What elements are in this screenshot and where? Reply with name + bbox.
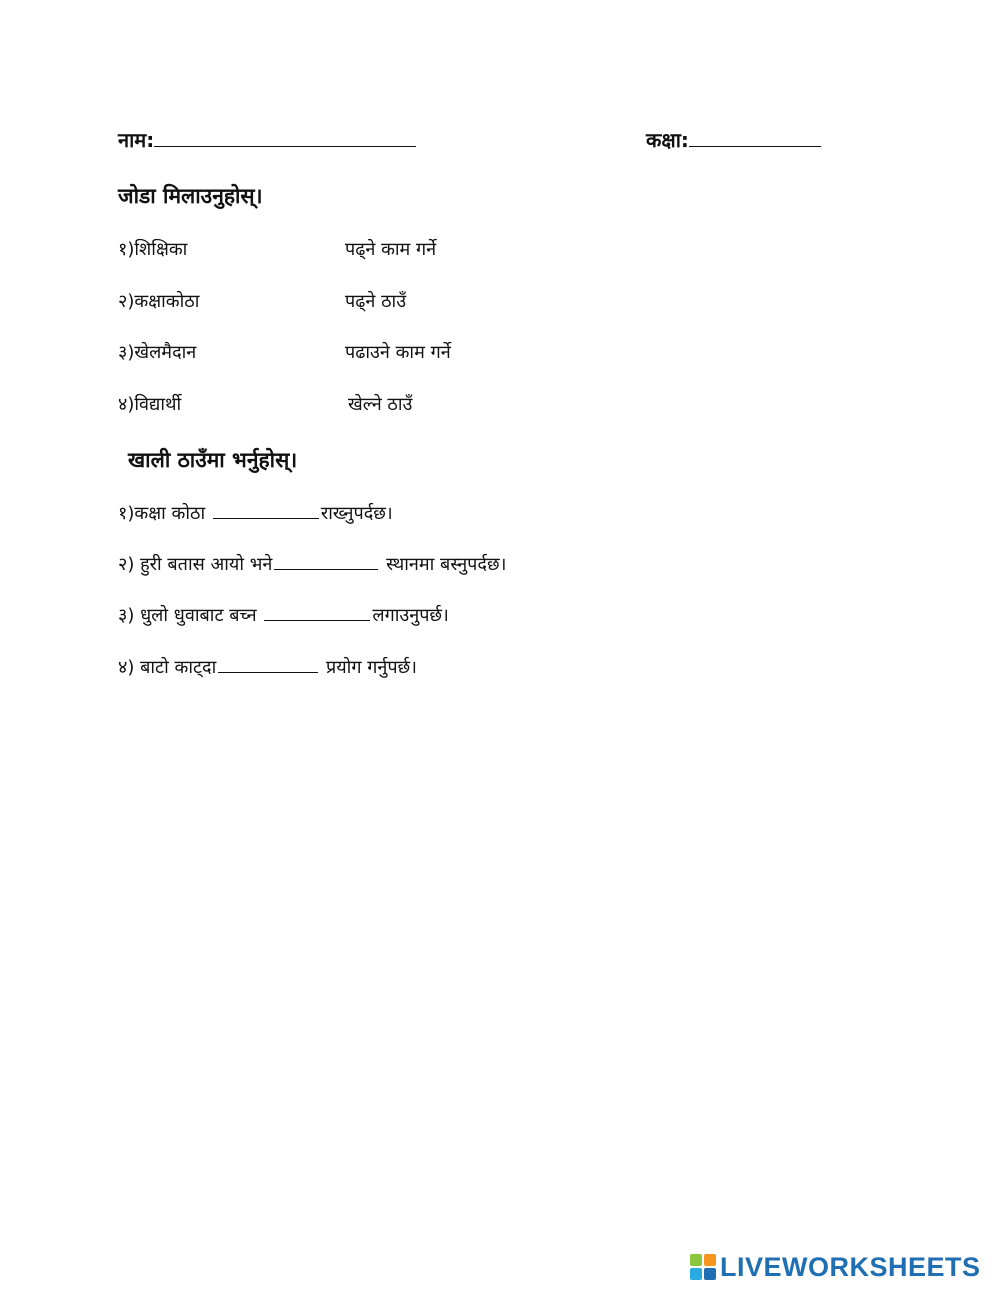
matching-title: जोडा मिलाउनुहोस्। — [118, 184, 263, 208]
class-field-row — [646, 126, 821, 153]
match-left-4: ४)विद्यार्थी — [118, 394, 182, 415]
logo-square-4 — [704, 1268, 716, 1280]
fill-item-3-before: ३) धुलो धुवाबाट बच्न — [118, 605, 263, 626]
fill-blank-3[interactable] — [264, 619, 370, 621]
name-field-row — [118, 126, 416, 153]
logo-square-2 — [704, 1254, 716, 1266]
liveworksheets-logo — [690, 1252, 981, 1282]
fill-item-1 — [118, 501, 393, 525]
fill-blank-2[interactable] — [274, 568, 378, 570]
fill-item-4 — [118, 655, 417, 679]
fill-blank-4[interactable] — [218, 671, 318, 673]
name-blank[interactable] — [154, 145, 416, 147]
match-right-3[interactable]: पढाउने काम गर्ने — [345, 342, 451, 363]
fill-item-2-before: २) हुरी बतास आयो भने — [118, 554, 273, 575]
fill-item-2-after: स्थानमा बस्नुपर्दछ। — [380, 554, 507, 575]
match-left-2: २)कक्षाकोठा — [118, 291, 200, 312]
fill-item-4-after: प्रयोग गर्नुपर्छ। — [320, 657, 417, 678]
fill-item-3 — [118, 603, 449, 627]
class-label: कक्षा: — [646, 128, 689, 152]
name-label: नाम: — [118, 128, 155, 152]
match-right-4[interactable]: खेल्ने ठाउँ — [348, 394, 413, 415]
match-left-3: ३)खेलमैदान — [118, 342, 197, 363]
fill-item-1-after: राख्नुपर्दछ। — [320, 503, 393, 524]
match-left-1: १)शिक्षिका — [118, 239, 188, 260]
fill-item-4-before: ४) बाटो काट्दा — [118, 657, 217, 678]
match-right-2[interactable]: पढ्ने ठाउँ — [345, 291, 407, 312]
logo-square-1 — [690, 1254, 702, 1266]
fill-item-1-before: १)कक्षा कोठा — [118, 503, 211, 524]
logo-square-3 — [690, 1268, 702, 1280]
match-right-1[interactable]: पढ्ने काम गर्ने — [345, 239, 437, 260]
fill-item-2 — [118, 552, 506, 576]
fill-item-3-after: लगाउनुपर्छ। — [372, 605, 449, 626]
logo-text: LIVEWORKSHEETS — [720, 1251, 981, 1282]
liveworksheets-logo-icon — [690, 1254, 716, 1280]
fill-blank-1[interactable] — [213, 517, 319, 519]
fill-title: खाली ठाउँमा भर्नुहोस्। — [128, 448, 298, 472]
class-blank[interactable] — [689, 145, 821, 147]
